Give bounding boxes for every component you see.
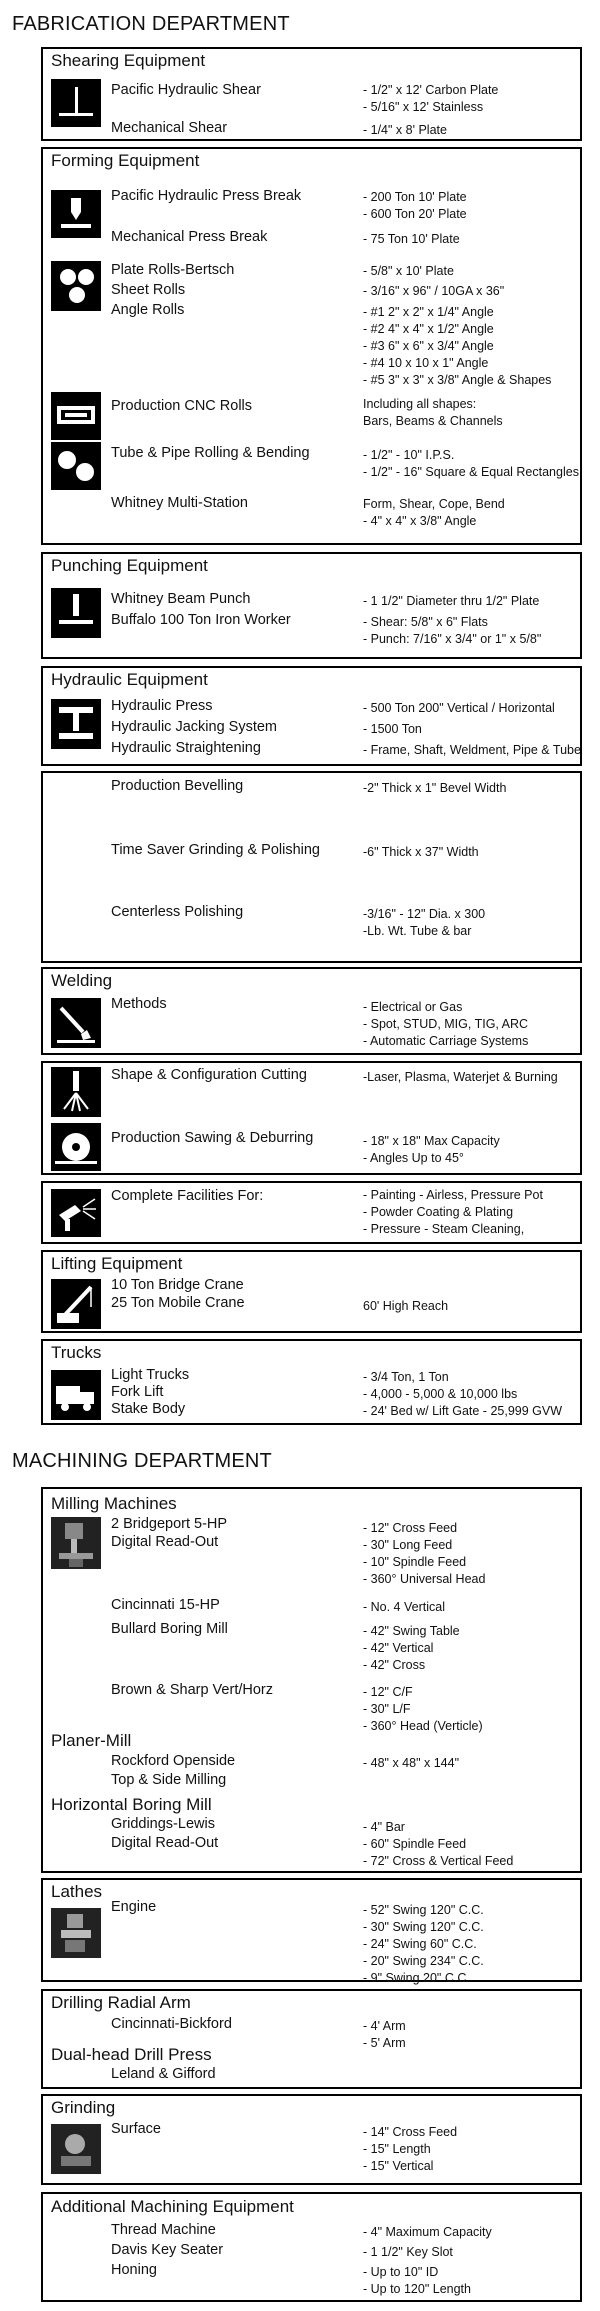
pacific-shear-specs: - 1/2" x 12' Carbon Plate - 5/16" x 12' Stainless: [363, 83, 499, 114]
welding-section: [41, 967, 582, 1055]
punching-section: [41, 552, 582, 659]
straightening-name: Hydraulic Straightening: [111, 740, 261, 756]
grinding-polishing-name: Time Saver Grinding & Polishing: [111, 842, 320, 858]
bridgeport-name-2: Digital Read-Out: [111, 1534, 219, 1550]
mechanical-shear-specs: - 1/4" x 8' Plate: [363, 123, 447, 137]
cnc-rolls-specs: Including all shapes: Bars, Beams & Channels: [363, 397, 503, 428]
truck-icon: [51, 1370, 101, 1420]
section-title: Hydraulic Equipment: [51, 670, 208, 689]
milling-section: [41, 1487, 582, 1873]
rockford-name-2: Top & Side Milling: [111, 1772, 227, 1788]
grinder-icon: [51, 2124, 101, 2174]
thread-machine-specs: - 4" Maximum Capacity: [363, 2225, 492, 2239]
engine-lathe-specs: - 52" Swing 120" C.C. - 30" Swing 120" C.C. - 24" Swing 60" C.C. - 20" Swing 234" C.C. - 9" Swing 20" C.C.: [363, 1903, 484, 1985]
rockford-specs: - 48" x 48" x 144": [363, 1756, 460, 1770]
angle-rolls-name: Angle Rolls: [111, 302, 185, 318]
jacking-name: Hydraulic Jacking System: [111, 719, 277, 735]
bevelling-name: Production Bevelling: [111, 778, 244, 794]
section-title: Trucks: [51, 1343, 102, 1362]
section-title: Shearing Equipment: [51, 51, 206, 70]
bullard-specs: - 42" Swing Table - 42" Vertical - 42" Cross: [363, 1624, 460, 1672]
crane-icon: [51, 1279, 101, 1329]
horizontal-boring-title: Horizontal Boring Mill: [51, 1795, 212, 1814]
bridgeport-specs: - 12" Cross Feed - 30" Long Feed - 10" Spindle Feed - 360° Universal Head: [363, 1521, 486, 1586]
planer-mill-title: Planer-Mill: [51, 1731, 132, 1750]
saw-blade-icon: [51, 1123, 101, 1171]
press-break-name: Pacific Hydraulic Press Break: [111, 188, 302, 204]
rockford-name: Rockford Openside: [111, 1753, 236, 1769]
whitney-multi-name: Whitney Multi-Station: [111, 495, 248, 511]
fork-lift-specs: - 4,000 - 5,000 & 10,000 lbs: [363, 1387, 518, 1401]
tube-pipe-name: Tube & Pipe Rolling & Bending: [111, 445, 310, 461]
section-title: Lifting Equipment: [51, 1254, 183, 1273]
press-break-specs: - 200 Ton 10' Plate - 600 Ton 20' Plate: [363, 190, 467, 221]
cnc-rolls-name: Production CNC Rolls: [111, 398, 253, 414]
cincinnati-bickford-specs: - 4' Arm - 5' Arm: [363, 2019, 406, 2050]
welding-methods-specs: - Electrical or Gas - Spot, STUD, MIG, TIG, ARC - Automatic Carriage Systems: [363, 1000, 529, 1048]
surface-grinder-name: Surface: [111, 2121, 161, 2137]
sawing-name: Production Sawing & Deburring: [111, 1130, 314, 1146]
mech-press-name: Mechanical Press Break: [111, 229, 268, 245]
stake-body-name: Stake Body: [111, 1401, 186, 1417]
cincinnati-mill-name: Cincinnati 15-HP: [111, 1597, 220, 1613]
fork-lift-name: Fork Lift: [111, 1384, 164, 1400]
light-trucks-specs: - 3/4 Ton, 1 Ton: [363, 1370, 449, 1384]
bridge-crane-name: 10 Ton Bridge Crane: [111, 1277, 244, 1293]
tube-pipe-icon: [51, 442, 101, 490]
facilities-section: [41, 1181, 582, 1244]
surface-grinder-specs: - 14" Cross Feed - 15" Length - 15" Vertical: [363, 2125, 458, 2173]
hydraulic-press-specs: - 500 Ton 200" Vertical / Horizontal: [363, 701, 555, 715]
davis-key-name: Davis Key Seater: [111, 2242, 224, 2258]
section-title: Grinding: [51, 2098, 116, 2117]
whitney-beam-specs: - 1 1/2" Diameter thru 1/2" Plate: [363, 594, 540, 608]
lifting-section: [41, 1250, 582, 1333]
dual-head-title: Dual-head Drill Press: [51, 2045, 212, 2064]
sheet-rolls-specs: - 3/16" x 96" / 10GA x 36": [363, 284, 505, 298]
brown-sharp-name: Brown & Sharp Vert/Horz: [111, 1682, 273, 1698]
davis-key-specs: - 1 1/2" Key Slot: [363, 2245, 453, 2259]
grinding-polishing-specs: -6" Thick x 37" Width: [363, 845, 479, 859]
facilities-name: Complete Facilities For:: [111, 1188, 264, 1204]
griddings-specs: - 4" Bar - 60" Spindle Feed - 72" Cross & Vertical Feed: [363, 1820, 514, 1868]
bullard-name: Bullard Boring Mill: [111, 1621, 228, 1637]
buffalo-name: Buffalo 100 Ton Iron Worker: [111, 612, 291, 628]
finishing-section: [41, 771, 582, 963]
facilities-specs: - Painting - Airless, Pressure Pot - Powder Coating & Plating - Pressure - Steam Cleaning,: [363, 1188, 543, 1236]
whitney-multi-specs: Form, Shear, Cope, Bend - 4" x 4" x 3/8" Angle: [363, 497, 505, 528]
hydraulic-press-name: Hydraulic Press: [111, 698, 213, 714]
leland-name: Leland & Gifford: [111, 2066, 216, 2082]
section-title: Milling Machines: [51, 1494, 177, 1513]
spray-gun-icon: [51, 1189, 101, 1237]
section-title: Welding: [51, 971, 113, 990]
trucks-section: [41, 1339, 582, 1425]
straightening-specs: - Frame, Shaft, Weldment, Pipe & Tube: [363, 743, 581, 757]
jacking-specs: - 1500 Ton: [363, 722, 422, 736]
honing-name: Honing: [111, 2262, 157, 2278]
lathes-section: [41, 1878, 582, 1985]
bevelling-specs: -2" Thick x 1" Bevel Width: [363, 781, 507, 795]
whitney-beam-name: Whitney Beam Punch: [111, 591, 251, 607]
griddings-name: Griddings-Lewis: [111, 1816, 215, 1832]
fabrication-heading: FABRICATION DEPARTMENT: [12, 13, 290, 35]
pacific-shear-name: Pacific Hydraulic Shear: [111, 82, 261, 98]
section-title: Punching Equipment: [51, 556, 208, 575]
lathe-icon: [51, 1908, 101, 1958]
mechanical-shear-name: Mechanical Shear: [111, 120, 228, 136]
bridgeport-name: 2 Bridgeport 5-HP: [111, 1516, 228, 1532]
engine-lathe-name: Engine: [111, 1899, 157, 1915]
cincinnati-mill-specs: - No. 4 Vertical: [363, 1600, 445, 1614]
light-trucks-name: Light Trucks: [111, 1367, 190, 1383]
rolls-icon: [51, 261, 101, 311]
cutting-section: [41, 1061, 582, 1175]
shear-icon: [51, 79, 101, 127]
forming-section: [41, 147, 582, 545]
griddings-name-2: Digital Read-Out: [111, 1835, 219, 1851]
drilling-section: [41, 1989, 582, 2089]
brown-sharp-specs: - 12" C/F - 30" L/F - 360° Head (Verticle): [363, 1685, 483, 1733]
honing-specs: - Up to 10" ID - Up to 120" Length: [363, 2265, 471, 2296]
cutting-torch-icon: [51, 1067, 101, 1117]
punch-icon: [51, 588, 101, 638]
welding-methods-name: Methods: [111, 996, 167, 1012]
centerless-name: Centerless Polishing: [111, 904, 244, 920]
mobile-crane-specs: 60' High Reach: [363, 1299, 449, 1313]
tube-pipe-specs: - 1/2" - 10" I.P.S. - 1/2" - 16" Square & Equal Rectangles: [363, 448, 579, 479]
stake-body-specs: - 24' Bed w/ Lift Gate - 25,999 GVW: [363, 1404, 563, 1418]
grinding-section: [41, 2094, 582, 2185]
section-title: Drilling Radial Arm: [51, 1993, 191, 2012]
angle-rolls-specs: - #1 2" x 2" x 1/4" Angle - #2 4" x 4" x 1/2" Angle - #3 6" x 6" x 3/4" Angle - #4 10 x 10 x 1" Angle - #5 3" x 3" x 3/8" Angle & Shapes: [363, 305, 552, 387]
additional-section: [41, 2192, 582, 2302]
thread-machine-name: Thread Machine: [111, 2222, 216, 2238]
sawing-specs: - 18" x 18" Max Capacity - Angles Up to 45°: [363, 1134, 500, 1165]
hydraulic-press-icon: [51, 699, 101, 749]
shape-cutting-name: Shape & Configuration Cutting: [111, 1067, 307, 1083]
section-title: Lathes: [51, 1882, 103, 1901]
mill-machine-icon: [51, 1517, 101, 1569]
mech-press-specs: - 75 Ton 10' Plate: [363, 232, 460, 246]
cnc-rolls-icon: [51, 392, 101, 440]
mobile-crane-name: 25 Ton Mobile Crane: [111, 1295, 245, 1311]
hydraulic-section: [41, 666, 582, 766]
plate-rolls-name: Plate Rolls-Bertsch: [111, 262, 235, 278]
sheet-rolls-name: Sheet Rolls: [111, 282, 186, 298]
plate-rolls-specs: - 5/8" x 10' Plate: [363, 264, 454, 278]
welding-icon: [51, 998, 101, 1048]
cincinnati-bickford-name: Cincinnati-Bickford: [111, 2016, 232, 2032]
shearing-section: [41, 47, 582, 141]
shape-cutting-specs: -Laser, Plasma, Waterjet & Burning: [363, 1070, 558, 1084]
section-title: Additional Machining Equipment: [51, 2197, 294, 2216]
centerless-specs: -3/16" - 12" Dia. x 300 -Lb. Wt. Tube & bar: [363, 907, 486, 938]
press-break-icon: [51, 190, 101, 238]
buffalo-specs: - Shear: 5/8" x 6" Flats - Punch: 7/16" x 3/4" or 1" x 5/8": [363, 615, 542, 646]
machining-heading: MACHINING DEPARTMENT: [12, 1450, 272, 1472]
section-title: Forming Equipment: [51, 151, 200, 170]
